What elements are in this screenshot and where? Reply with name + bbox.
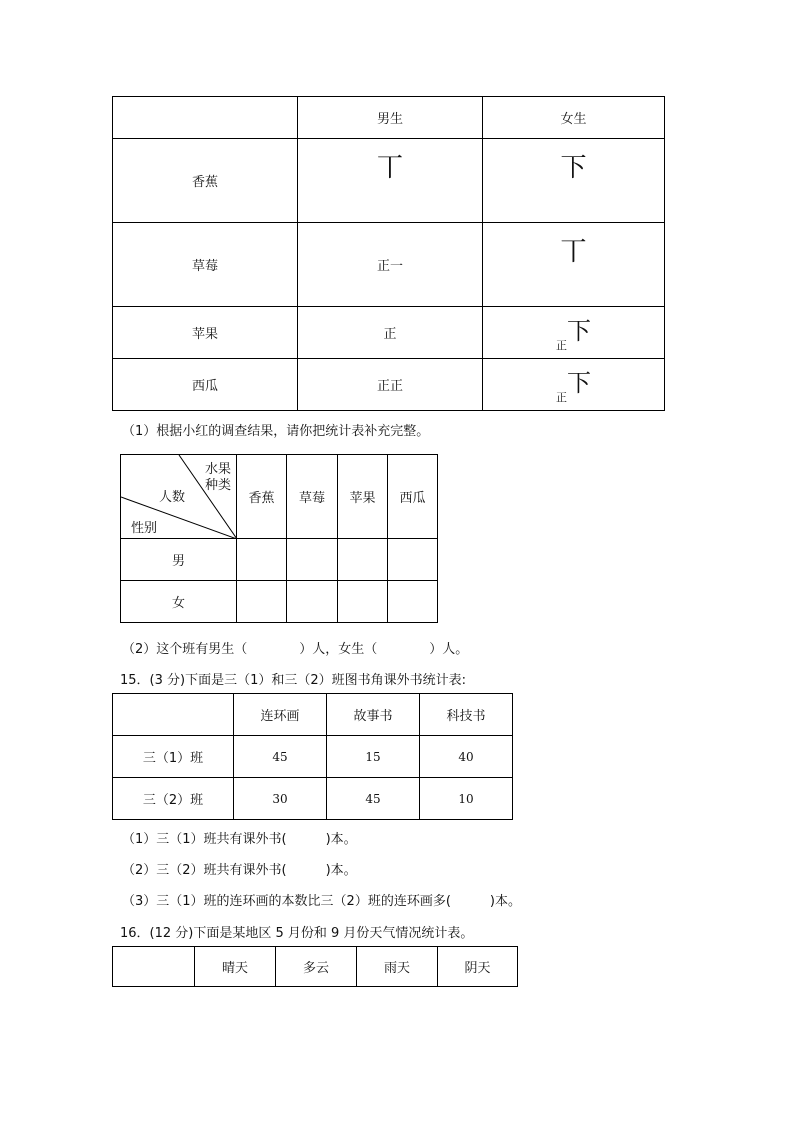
answer-cell[interactable] — [237, 539, 287, 581]
corner-label-fruit: 水果 — [205, 462, 232, 477]
corner-label-gender: 性别 — [131, 521, 158, 536]
tally-mark-small: 正 — [556, 339, 567, 352]
tally-header-blank — [113, 97, 298, 139]
book-header: 故事书 — [327, 694, 420, 736]
fruit-header: 西瓜 — [388, 455, 438, 539]
tally-mark: 正正 — [298, 359, 483, 411]
gender-label: 男 — [121, 539, 237, 581]
tally-row-label: 香蕉 — [113, 139, 298, 223]
corner-label-count: 人数 — [159, 490, 186, 505]
book-header: 连环画 — [234, 694, 327, 736]
answer-cell[interactable] — [287, 539, 338, 581]
tally-mark: 下 — [560, 153, 587, 183]
book-count: 45 — [234, 736, 327, 778]
fruit-header: 香蕉 — [237, 455, 287, 539]
weather-header: 阴天 — [438, 947, 518, 987]
book-header-blank — [113, 694, 234, 736]
diagonal-header-cell — [121, 455, 237, 539]
fruit-header: 苹果 — [338, 455, 388, 539]
book-count: 15 — [327, 736, 420, 778]
tally-row-label: 草莓 — [113, 223, 298, 307]
tally-row-label: 苹果 — [113, 307, 298, 359]
question-1-text: （1）根据小红的调查结果，请你把统计表补充完整。 — [122, 424, 430, 439]
tally-header-boys: 男生 — [298, 97, 483, 139]
class-label: 三（2）班 — [113, 778, 234, 820]
answer-cell[interactable] — [338, 581, 388, 623]
book-header: 科技书 — [420, 694, 513, 736]
tally-mark: 丅 — [376, 153, 403, 183]
weather-table — [112, 946, 518, 987]
tally-mark: 正一 — [298, 223, 483, 307]
question-2-text: （2）这个班有男生（ ）人，女生（ ）人。 — [122, 642, 469, 657]
tally-row-label: 西瓜 — [113, 359, 298, 411]
tally-mark: 下 — [567, 317, 591, 345]
book-count: 30 — [234, 778, 327, 820]
tally-mark: 丅 — [560, 237, 587, 267]
answer-cell[interactable] — [388, 581, 438, 623]
weather-header-blank — [113, 947, 195, 987]
tally-mark: 下 — [567, 369, 591, 397]
gender-label: 女 — [121, 581, 237, 623]
question-15-title: 15．(3 分)下面是三（1）和三（2）班图书角课外书统计表: — [120, 673, 467, 688]
corner-label-kind: 种类 — [205, 478, 232, 493]
weather-header: 多云 — [276, 947, 357, 987]
question-15-2: （2）三（2）班共有课外书( )本。 — [122, 863, 357, 878]
fruit-header: 草莓 — [287, 455, 338, 539]
book-count: 10 — [420, 778, 513, 820]
tally-mark-small: 正 — [556, 391, 567, 404]
stat-table — [120, 454, 438, 623]
book-table — [112, 693, 513, 820]
tally-mark: 正 — [298, 307, 483, 359]
weather-header: 雨天 — [357, 947, 438, 987]
weather-header: 晴天 — [195, 947, 276, 987]
tally-table — [112, 96, 665, 411]
answer-cell[interactable] — [287, 581, 338, 623]
class-label: 三（1）班 — [113, 736, 234, 778]
answer-cell[interactable] — [237, 581, 287, 623]
answer-cell[interactable] — [388, 539, 438, 581]
book-count: 40 — [420, 736, 513, 778]
tally-header-girls: 女生 — [483, 97, 665, 139]
answer-cell[interactable] — [338, 539, 388, 581]
question-16-title: 16．(12 分)下面是某地区 5 月份和 9 月份天气情况统计表。 — [120, 926, 474, 941]
book-count: 45 — [327, 778, 420, 820]
question-15-3: （3）三（1）班的连环画的本数比三（2）班的连环画多( )本。 — [122, 894, 521, 909]
question-15-1: （1）三（1）班共有课外书( )本。 — [122, 832, 357, 847]
